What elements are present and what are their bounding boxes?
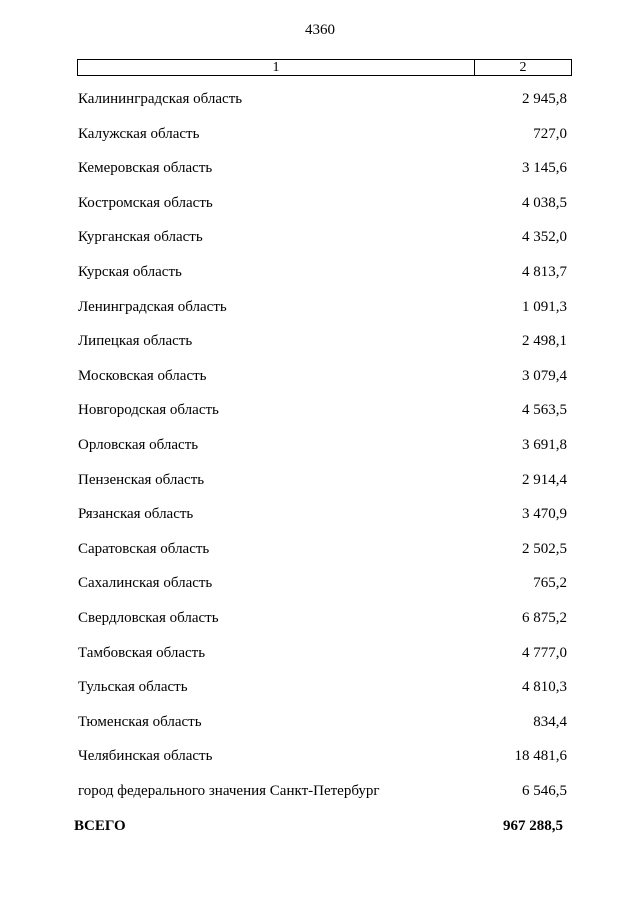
- region-name: Свердловская область: [78, 609, 219, 626]
- region-value: 2 502,5: [522, 540, 567, 557]
- table-row: [0, 118, 640, 153]
- table-row: [0, 740, 640, 775]
- region-value: 6 875,2: [522, 609, 567, 626]
- region-name: Московская область: [78, 367, 207, 384]
- table-row: [0, 291, 640, 326]
- region-name: Ленинградская область: [78, 298, 227, 315]
- region-value: 2 498,1: [522, 333, 567, 350]
- region-name: Челябинская область: [78, 748, 213, 765]
- table-row: [0, 360, 640, 395]
- region-value: 834,4: [533, 713, 567, 730]
- table-row: [0, 464, 640, 499]
- table-row: [0, 706, 640, 741]
- region-value: 2 945,8: [522, 91, 567, 107]
- region-value: 3 691,8: [522, 436, 567, 453]
- table-row: [0, 83, 640, 118]
- table-row: [0, 429, 640, 464]
- table-row: [0, 325, 640, 360]
- region-name: Тюменская область: [78, 713, 202, 730]
- region-value: 4 563,5: [522, 402, 567, 419]
- region-name: Сахалинская область: [78, 575, 213, 592]
- table-header: [77, 59, 572, 76]
- region-name: Тамбовская область: [78, 644, 206, 661]
- region-name: Тульская область: [78, 679, 188, 696]
- region-value: 4 352,0: [522, 229, 567, 246]
- region-name: Липецкая область: [78, 333, 193, 350]
- region-value: 3 079,4: [522, 367, 567, 384]
- region-value: 4 810,3: [522, 679, 567, 696]
- region-value: 4 813,7: [522, 263, 567, 280]
- total-value: 967 288,5: [503, 818, 563, 834]
- table-row: [0, 671, 640, 706]
- total-label: ВСЕГО: [74, 818, 126, 834]
- table-row: [0, 637, 640, 672]
- region-name: Костромская область: [78, 194, 213, 211]
- table-row: [0, 567, 640, 602]
- column-header-1: 1: [78, 60, 475, 75]
- region-value: 18 481,6: [514, 748, 567, 765]
- region-name: Саратовская область: [78, 540, 210, 557]
- region-name: Курганская область: [78, 229, 203, 246]
- region-name: город федерального значения Санкт-Петербург: [78, 782, 380, 799]
- region-name: Калужская область: [78, 125, 200, 142]
- region-value: 3 470,9: [522, 506, 567, 523]
- region-name: Кемеровская область: [78, 160, 213, 177]
- table-row: [0, 221, 640, 256]
- table-row: [0, 533, 640, 568]
- region-value: 3 145,6: [522, 160, 567, 177]
- table-body: [0, 83, 640, 809]
- region-value: 4 038,5: [522, 194, 567, 211]
- region-value: 4 777,0: [522, 644, 567, 661]
- region-value: 2 914,4: [522, 471, 567, 488]
- column-header-2: 2: [519, 60, 527, 75]
- region-name: Новгородская область: [78, 402, 219, 419]
- region-value: 727,0: [533, 125, 567, 142]
- table-row: [0, 187, 640, 222]
- region-value: 6 546,5: [522, 782, 567, 799]
- region-name: Рязанская область: [78, 506, 194, 523]
- table-row: [0, 602, 640, 637]
- region-value: 1 091,3: [522, 298, 567, 315]
- page-number: 4360: [305, 22, 335, 38]
- region-name: Курская область: [78, 263, 182, 280]
- table-row: [0, 152, 640, 187]
- region-value: 765,2: [533, 575, 567, 592]
- table-row: [0, 394, 640, 429]
- table-row: [0, 775, 640, 810]
- table-row: [0, 498, 640, 533]
- region-name: Орловская область: [78, 436, 199, 453]
- region-name: Пензенская область: [78, 471, 205, 488]
- total-row: [0, 818, 640, 842]
- region-name: Калининградская область: [78, 91, 243, 107]
- table-row: [0, 256, 640, 291]
